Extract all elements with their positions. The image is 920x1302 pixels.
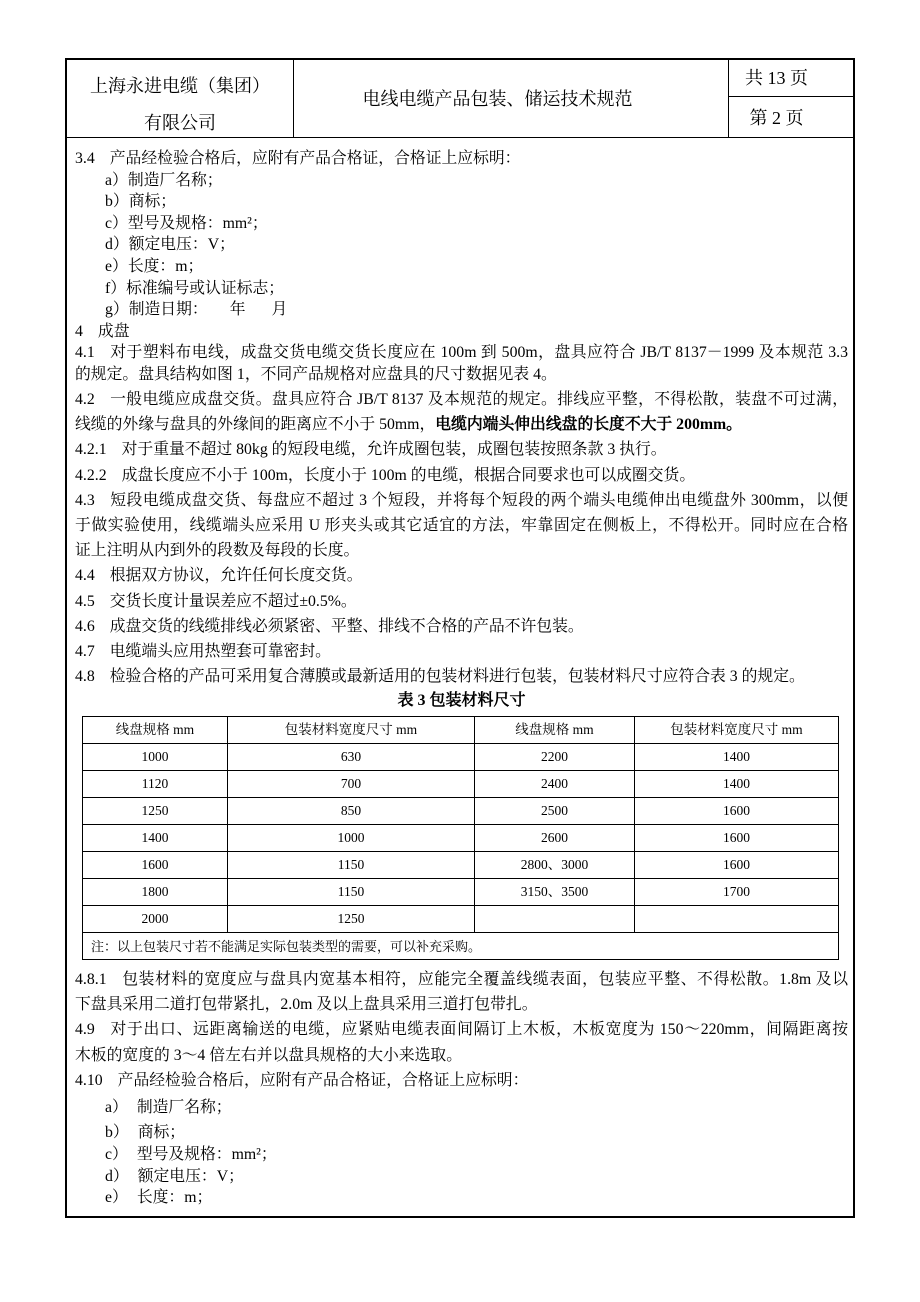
- year-field-label: 年: [229, 301, 246, 319]
- list-label: b）: [105, 1124, 129, 1141]
- table-cell: 3150、3500: [475, 879, 635, 906]
- table-cell: 1600: [635, 825, 839, 852]
- clause-4-6: [75, 614, 848, 639]
- list-text: 商标；: [137, 1124, 186, 1141]
- clause-text: 检验合格的产品可采用复合薄膜或最新适用的包装材料进行包装，包装材料尺寸应符合表 3 的规定。: [109, 668, 805, 686]
- clause-number: 4.2: [75, 391, 95, 408]
- list-item: [75, 170, 848, 192]
- clause-number: 4.8: [75, 668, 95, 686]
- table-cell: 1120: [83, 771, 228, 798]
- table-cell: 1150: [228, 852, 475, 879]
- table-header-cell: 线盘规格 mm: [475, 717, 635, 744]
- list-item: [75, 191, 848, 213]
- company-name-line1: 上海永进电缆（集团）: [90, 76, 270, 96]
- table-cell: 850: [228, 798, 475, 825]
- clause-text: 根据双方协议，允许任何长度交货。: [109, 567, 363, 585]
- clause-text: 交货长度计量误差应不超过±0.5%。: [109, 592, 357, 610]
- list-text: 制造日期：: [128, 301, 208, 319]
- list-label: a）: [105, 171, 128, 189]
- body-block-c: [75, 967, 848, 1093]
- clause-4-8: [75, 664, 848, 689]
- packaging-size-table: [82, 716, 839, 960]
- clause-4-3-cont: [75, 538, 848, 563]
- section-title: 成盘: [97, 322, 130, 340]
- list-label: c）: [105, 1146, 128, 1163]
- clause-text: 下盘具采用二道打包带紧扎，2.0m 及以上盘具采用三道打包带扎。: [75, 996, 538, 1014]
- clause-text: 对于重量不超过 80kg 的短段电缆，允许成圈包装，成圈包装按照条款 3 执行。: [121, 441, 667, 459]
- clause-4-4: [75, 563, 848, 588]
- list-text: 长度：m；: [136, 1189, 213, 1206]
- clause-number: 4.2.2: [75, 466, 107, 484]
- table-cell: 1250: [83, 798, 228, 825]
- table-cell: 2800、3000: [475, 852, 635, 879]
- document-title: 电线电缆产品包装、储运技术规范: [362, 89, 633, 109]
- list-item: [75, 1166, 848, 1188]
- list-text: 制造厂名称；: [127, 171, 223, 189]
- list-text: 制造厂名称；: [136, 1099, 232, 1116]
- list-label: f）: [105, 279, 127, 297]
- clause-text: 木板的宽度的 3～4 倍左右并以盘具规格的大小来选取。: [75, 1046, 463, 1064]
- table-cell: 1800: [83, 879, 228, 906]
- list-label: e）: [105, 257, 128, 275]
- table-cell: 1150: [228, 879, 475, 906]
- table-cell: 1700: [635, 879, 839, 906]
- clause-4-7: [75, 639, 848, 664]
- clause-text: 对于塑料布电线，成盘交货电缆交货长度应在 100m 到 500m，盘具应符合 JB/T 8137－1999 及本规范 3.3: [109, 344, 848, 362]
- clause-text: 对于出口、远距离输送的电缆，应紧贴电缆表面间隔订上木板，木板宽度为 150～220mm，间隔距离按: [109, 1021, 848, 1039]
- list-item: [75, 1097, 848, 1119]
- list-text: 商标；: [128, 193, 177, 211]
- table-cell: 630: [228, 744, 475, 771]
- body-block-a: [75, 148, 848, 386]
- list-text: 长度：m；: [127, 257, 204, 275]
- list-item: [75, 1144, 848, 1166]
- table-row: [83, 771, 839, 798]
- clause-4-2-cont: [75, 412, 848, 437]
- table-row: [83, 852, 839, 879]
- list-text: 标准编号或认证标志；: [126, 279, 285, 297]
- list-item: [75, 299, 848, 321]
- table-header-cell: 包装材料宽度尺寸 mm: [635, 717, 839, 744]
- list-label: d）: [105, 236, 129, 254]
- table-cell: 2600: [475, 825, 635, 852]
- clause-text: 于做实验使用，线缆端头应采用 U 形夹头或其它适宜的方法，牢靠固定在侧板上，不得松开。同时应在合格: [75, 517, 848, 535]
- page-number: 第 2 页: [749, 108, 804, 128]
- clause-4-9-cont: [75, 1043, 848, 1068]
- total-pages: 共 13 页: [745, 68, 808, 88]
- clause-number: 4.4: [75, 567, 95, 585]
- body-block-d: [75, 1097, 848, 1209]
- list-item: [75, 256, 848, 278]
- table-header-row: [83, 717, 839, 744]
- section-4-heading: [75, 321, 848, 343]
- clause-4-1: [75, 342, 848, 364]
- table-cell: 1600: [635, 798, 839, 825]
- clause-text: 包装材料的宽度应与盘具内宽基本相符，应能完全覆盖线缆表面，包装应平整、不得松散。1.8m 及以: [121, 971, 848, 988]
- list-item: [75, 1122, 848, 1144]
- table-cell: 1600: [83, 852, 228, 879]
- list-label: c）: [105, 214, 128, 232]
- clause-number: 4.3: [75, 491, 95, 509]
- table-row: [83, 798, 839, 825]
- list-item: [75, 213, 848, 235]
- table-cell: [635, 906, 839, 933]
- list-text: 额定电压：V；: [137, 1167, 244, 1185]
- clause-4-3-cont: [75, 513, 848, 538]
- list-text: 额定电压：V；: [128, 236, 235, 254]
- table-row: [83, 744, 839, 771]
- clause-text: 一般电缆应成盘交货。盘具应符合 JB/T 8137 及本规范的规定。排线应平整，不得松散，装盘不可过满，: [109, 391, 848, 408]
- table-cell: 1250: [228, 906, 475, 933]
- list-item: [75, 1187, 848, 1209]
- clause-number: 4.10: [75, 1071, 103, 1089]
- clause-text: 线缆的外缘与盘具的外缘间的距离应不小于 50mm，: [75, 416, 436, 434]
- table-cell: 1000: [228, 825, 475, 852]
- section-number: 4: [75, 322, 83, 340]
- table-cell: 2400: [475, 771, 635, 798]
- clause-text: 产品经检验合格后，应附有产品合格证，合格证上应标明：: [117, 1071, 529, 1089]
- clause-4-3: [75, 488, 848, 513]
- clause-text: 成盘交货的线缆排线必须紧密、平整、排线不合格的产品不许包装。: [109, 617, 584, 635]
- list-item: [75, 278, 848, 300]
- table-cell: 1400: [83, 825, 228, 852]
- clause-4-10: [75, 1068, 848, 1093]
- list-item: [75, 234, 848, 256]
- table-cell: 2200: [475, 744, 635, 771]
- clause-text: 电缆端头应用热塑套可靠密封。: [109, 643, 331, 661]
- clause-4-8-1-cont: [75, 992, 848, 1017]
- table-cell: 1400: [635, 744, 839, 771]
- clause-number: 4.5: [75, 592, 95, 610]
- table-cell: 700: [228, 771, 475, 798]
- list-text: 型号及规格：mm²；: [136, 1146, 277, 1163]
- clause-number: 4.6: [75, 617, 95, 635]
- list-label: g）: [105, 301, 129, 319]
- clause-4-9: [75, 1017, 848, 1042]
- table-header-cell: 包装材料宽度尺寸 mm: [228, 717, 475, 744]
- table-caption: 表 3 包装材料尺寸: [397, 692, 526, 709]
- table-row: [83, 879, 839, 906]
- clause-text: 产品经检验合格后，应附有产品合格证，合格证上应标明：: [109, 150, 521, 167]
- table-cell: 2500: [475, 798, 635, 825]
- clause-number: 4.1: [75, 344, 95, 362]
- table-cell: 2000: [83, 906, 228, 933]
- list-label: e）: [105, 1189, 128, 1206]
- list-text: 型号及规格：mm²；: [127, 214, 268, 232]
- table-cell: 1400: [635, 771, 839, 798]
- table-row: [83, 906, 839, 933]
- clause-text: 的规定。盘具结构如图 1，不同产品规格对应盘具的尺寸数据见表 4。: [75, 365, 557, 383]
- body-block-b: [75, 387, 848, 689]
- table-header-cell: 线盘规格 mm: [83, 717, 228, 744]
- clause-emphasis: 电缆内端头伸出线盘的长度不大于 200mm。: [435, 416, 742, 434]
- clause-3-4: [75, 148, 848, 170]
- clause-text: 短段电缆成盘交货、每盘应不超过 3 个短段，并将每个短段的两个端头电缆伸出电缆盘外 300mm，以便: [109, 491, 848, 509]
- clause-4-1-cont: [75, 364, 848, 386]
- clause-number: 3.4: [75, 150, 95, 167]
- clause-number: 4.9: [75, 1021, 95, 1039]
- clause-4-2: [75, 387, 848, 412]
- clause-number: 4.2.1: [75, 441, 107, 459]
- table-cell: 1000: [83, 744, 228, 771]
- clause-4-2-1: [75, 437, 848, 462]
- company-name-line2: 有限公司: [144, 113, 216, 133]
- clause-number: 4.8.1: [75, 971, 107, 988]
- table-row: [83, 825, 839, 852]
- clause-4-5: [75, 589, 848, 614]
- list-label: a）: [105, 1099, 128, 1116]
- table-note-row: [83, 933, 839, 960]
- clause-text: 证上注明从内到外的段数及每段的长度。: [75, 542, 360, 560]
- table-cell: 1600: [635, 852, 839, 879]
- table-note: 注：以上包装尺寸若不能满足实际包装类型的需要，可以补充采购。: [83, 933, 839, 960]
- clause-text: 成盘长度应不小于 100m，长度小于 100m 的电缆，根据合同要求也可以成圈交货。: [121, 466, 696, 484]
- list-label: d）: [105, 1167, 129, 1185]
- table-cell: [475, 906, 635, 933]
- list-label: b）: [105, 193, 129, 211]
- month-field-label: 月: [271, 301, 288, 319]
- clause-number: 4.7: [75, 643, 95, 661]
- clause-4-2-2: [75, 463, 848, 488]
- clause-4-8-1: [75, 967, 848, 992]
